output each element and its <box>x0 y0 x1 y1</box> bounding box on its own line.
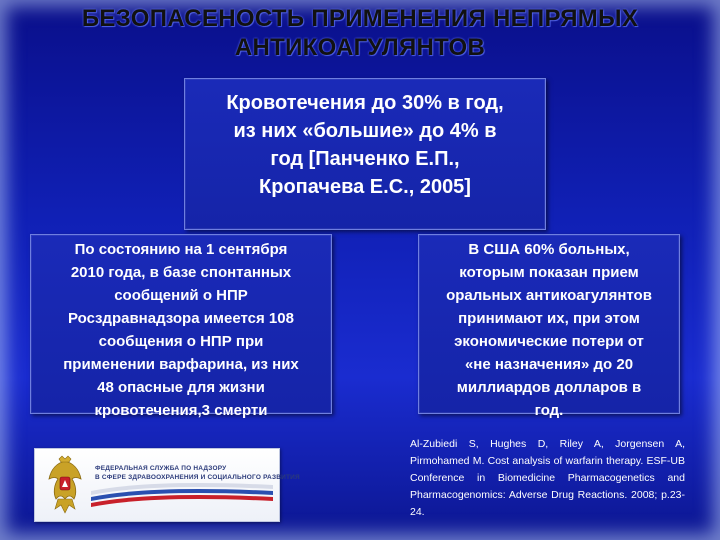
top-box-line: год [Панченко Е.П., <box>270 148 460 170</box>
russian-coat-of-arms-icon <box>45 455 85 517</box>
left-box-line: 2010 года, в базе спонтанных <box>70 264 292 281</box>
right-box-line: принимают их, при этом <box>458 310 640 327</box>
left-box-line: сообщения о НПР при <box>98 333 264 350</box>
right-box-line: которым показан прием <box>459 264 639 281</box>
left-box-line: 48 опасные для жизни <box>97 379 265 396</box>
left-box-line: По состоянию на 1 сентября <box>74 241 288 258</box>
slide-title <box>0 4 720 62</box>
right-box-line: оральных антикоагулянтов <box>446 287 652 304</box>
bleeding-stats-box <box>184 78 546 230</box>
left-box-line: сообщений о НПР <box>114 287 248 304</box>
title-line-1: БЕЗОПАСЕНОСТЬ ПРИМЕНЕНИЯ НЕПРЯМЫХ <box>81 5 639 32</box>
right-box-line: В США 60% больных, <box>468 241 630 258</box>
roszdravnadzor-box <box>30 234 332 419</box>
roszdravnadzor-logo <box>34 448 300 522</box>
logo-text-line-2: В СФЕРЕ ЗДРАВООХРАНЕНИЯ И СОЦИАЛЬНОГО РАЗВИТИЯ <box>95 474 300 481</box>
citation-text: Al-Zubiedi S, Hughes D, Riley A, Jorgensen A, Pirmohamed M. Cost analysis of warfarin therapy. ESF-UB Conference in Biomedicine Pharmacogenetics and Pharmacogenomics: Adverse Drug Reactions. 2008; p.23-24. <box>410 438 685 518</box>
right-box-line: миллиардов долларов в <box>456 379 642 396</box>
usa-stats-box <box>418 234 680 419</box>
top-box-line: Кропачева Е.С., 2005] <box>259 176 471 198</box>
right-box-line: «не назначения» до 20 <box>464 356 634 373</box>
top-box-line: Кровотечения до 30% в год, <box>226 92 504 114</box>
logo-text-line-1: ФЕДЕРАЛЬНАЯ СЛУЖБА ПО НАДЗОРУ <box>95 465 227 472</box>
left-box-line: Росздравнадзора имеется 108 <box>68 310 294 327</box>
right-box-line: экономические потери от <box>454 333 644 350</box>
top-box-line: из них «большие» до 4% в <box>233 120 497 142</box>
title-line-2: АНТИКОАГУЛЯНТОВ <box>234 34 486 61</box>
right-box-line: год. <box>534 402 564 419</box>
left-box-line: применении варфарина, из них <box>63 356 299 373</box>
left-box-line: кровотечения,3 смерти <box>94 402 268 419</box>
